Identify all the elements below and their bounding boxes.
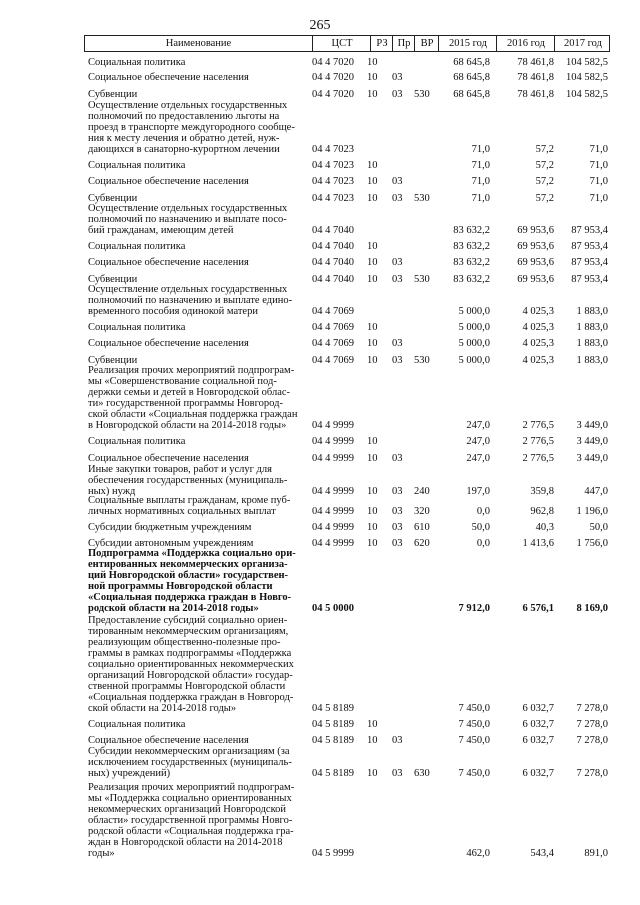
- row-value-2017: 3 449,0: [576, 436, 608, 447]
- row-value-2017: 7 278,0: [576, 703, 608, 714]
- row-value-2015: 83 632,2: [453, 274, 490, 285]
- page-number: 265: [309, 18, 331, 33]
- row-value-2016: 57,2: [535, 193, 554, 204]
- row-cst: 04 4 9999: [312, 538, 354, 549]
- row-pr: 03: [392, 506, 403, 517]
- row-name: Осуществление отдельных государственных полномочий по предоставлению льготы на проезд в транспорте междугородного сообще- ния к месту лечения и обратно детей, нуж- дающихся в санаторно-курортном лечении: [88, 100, 295, 155]
- row-pr: 03: [392, 257, 403, 268]
- row-name: Субвенции: [88, 355, 138, 366]
- row-cst: 04 4 7040: [312, 274, 354, 285]
- row-value-2016: 2 776,5: [522, 436, 554, 447]
- row-value-2016: 2 776,5: [522, 420, 554, 431]
- row-vr: 620: [414, 538, 430, 549]
- row-rz: 10: [367, 241, 378, 252]
- row-cst: 04 4 9999: [312, 436, 354, 447]
- row-name: Социальное обеспечение населения: [88, 453, 249, 464]
- header-vr: ВР: [414, 36, 439, 51]
- row-value-2016: 69 953,6: [517, 274, 554, 285]
- row-value-2017: 1 883,0: [576, 322, 608, 333]
- row-cst: 04 4 7023: [312, 176, 354, 187]
- row-value-2015: 5 000,0: [458, 306, 490, 317]
- row-cst: 04 5 0000: [312, 603, 354, 614]
- row-name: Социальное обеспечение населения: [88, 257, 249, 268]
- row-name: Предоставление субсидий социально ориен- тированным некоммерческим организациям, реализующим общественно-полезные про- граммы в рамках подпрограммы «Поддержка социально ориентированных некоммерческих организаций Новгородской области» государ- ственной программы Новгородской области «Социальная поддержка граждан в Новгород- ской области на 2014-2018 годы»: [88, 615, 294, 714]
- row-value-2016: 57,2: [535, 176, 554, 187]
- row-cst: 04 4 9999: [312, 453, 354, 464]
- row-rz: 10: [367, 89, 378, 100]
- row-name: Социальное обеспечение населения: [88, 735, 249, 746]
- row-cst: 04 4 9999: [312, 486, 354, 497]
- row-value-2017: 1 883,0: [576, 355, 608, 366]
- row-rz: 10: [367, 436, 378, 447]
- row-name: Социальная политика: [88, 160, 186, 171]
- row-pr: 03: [392, 355, 403, 366]
- row-value-2016: 40,3: [535, 522, 554, 533]
- row-cst: 04 5 8189: [312, 768, 354, 779]
- row-value-2015: 71,0: [471, 144, 490, 155]
- row-value-2016: 6 032,7: [522, 719, 554, 730]
- header-cst: ЦСТ: [312, 36, 371, 51]
- row-cst: 04 5 8189: [312, 735, 354, 746]
- row-value-2016: 78 461,8: [517, 72, 554, 83]
- row-value-2015: 83 632,2: [453, 257, 490, 268]
- row-name: Субвенции: [88, 89, 138, 100]
- row-value-2015: 0,0: [476, 506, 490, 517]
- row-value-2015: 7 450,0: [458, 719, 490, 730]
- row-cst: 04 4 7023: [312, 144, 354, 155]
- row-value-2016: 4 025,3: [522, 322, 554, 333]
- row-value-2017: 7 278,0: [576, 768, 608, 779]
- row-pr: 03: [392, 735, 403, 746]
- row-pr: 03: [392, 72, 403, 83]
- row-value-2015: 71,0: [471, 176, 490, 187]
- row-value-2016: 2 776,5: [522, 453, 554, 464]
- row-value-2015: 5 000,0: [458, 322, 490, 333]
- header-name: Наименование: [165, 38, 232, 49]
- row-pr: 03: [392, 486, 403, 497]
- row-value-2015: 462,0: [466, 848, 490, 859]
- row-vr: 320: [414, 506, 430, 517]
- row-value-2015: 7 450,0: [458, 735, 490, 746]
- row-vr: 240: [414, 486, 430, 497]
- row-value-2015: 7 450,0: [458, 703, 490, 714]
- row-name: Реализация прочих мероприятий подпрограм- мы «Поддержка социально ориентированных некоммерческих организаций Новгородской области» государственной программы Новго- родской области «Социальная поддержка гра- ждан в Новгородской области на 2014-2018 годы»: [88, 782, 295, 859]
- row-cst: 04 5 8189: [312, 719, 354, 730]
- row-value-2015: 247,0: [466, 453, 490, 464]
- row-rz: 10: [367, 506, 378, 517]
- row-rz: 10: [367, 257, 378, 268]
- row-vr: 530: [414, 193, 430, 204]
- row-cst: 04 4 7069: [312, 322, 354, 333]
- row-rz: 10: [367, 453, 378, 464]
- row-pr: 03: [392, 768, 403, 779]
- row-rz: 10: [367, 735, 378, 746]
- row-value-2017: 3 449,0: [576, 420, 608, 431]
- row-cst: 04 5 9999: [312, 848, 354, 859]
- row-cst: 04 4 7023: [312, 193, 354, 204]
- row-pr: 03: [392, 274, 403, 285]
- row-value-2017: 104 582,5: [566, 72, 608, 83]
- row-value-2017: 7 278,0: [576, 735, 608, 746]
- row-value-2016: 4 025,3: [522, 355, 554, 366]
- row-value-2015: 83 632,2: [453, 241, 490, 252]
- row-value-2016: 69 953,6: [517, 257, 554, 268]
- row-value-2016: 69 953,6: [517, 241, 554, 252]
- row-rz: 10: [367, 338, 378, 349]
- row-rz: 10: [367, 355, 378, 366]
- row-name: Субвенции: [88, 193, 138, 204]
- row-rz: 10: [367, 538, 378, 549]
- row-value-2017: 87 953,4: [571, 274, 608, 285]
- header-pr: Пр: [392, 36, 415, 51]
- row-rz: 10: [367, 57, 378, 68]
- row-vr: 610: [414, 522, 430, 533]
- row-pr: 03: [392, 89, 403, 100]
- row-cst: 04 4 7069: [312, 355, 354, 366]
- row-value-2015: 71,0: [471, 193, 490, 204]
- row-name: Субсидии автономным учреждениям: [88, 538, 254, 549]
- row-pr: 03: [392, 522, 403, 533]
- row-cst: 04 4 9999: [312, 522, 354, 533]
- row-value-2016: 6 032,7: [522, 703, 554, 714]
- row-name: Подпрограмма «Поддержка социально ори- ентированных некоммерческих организа- ций Новгородской области» государствен- ной программы Новгородской области «Социальная поддержка граждан в Новго- родской области на 2014-2018 годы»: [88, 548, 296, 614]
- row-value-2017: 1 883,0: [576, 338, 608, 349]
- row-cst: 04 4 9999: [312, 420, 354, 431]
- row-value-2016: 4 025,3: [522, 306, 554, 317]
- row-name: Реализация прочих мероприятий подпрограм- мы «Совершенствование социальной под- держки семьи и детей в Новгородской облас- ти» государственной программы Новгород- ской области «Социальная поддержка граждан в Новгородской области на 2014-2018 годы»: [88, 365, 298, 431]
- row-vr: 530: [414, 355, 430, 366]
- row-name: Социальная политика: [88, 436, 186, 447]
- row-value-2015: 0,0: [476, 538, 490, 549]
- row-cst: 04 4 7040: [312, 225, 354, 236]
- row-pr: 03: [392, 338, 403, 349]
- row-value-2016: 6 032,7: [522, 768, 554, 779]
- row-rz: 10: [367, 522, 378, 533]
- row-value-2017: 1 883,0: [576, 306, 608, 317]
- row-value-2016: 359,8: [530, 486, 554, 497]
- row-name: Осуществление отдельных государственных полномочий по назначению и выплате посо- бий гражданам, имеющим детей: [88, 203, 288, 236]
- row-value-2017: 71,0: [589, 144, 608, 155]
- row-cst: 04 5 8189: [312, 703, 354, 714]
- row-cst: 04 4 7069: [312, 306, 354, 317]
- row-value-2017: 71,0: [589, 193, 608, 204]
- row-pr: 03: [392, 538, 403, 549]
- row-value-2016: 6 576,1: [522, 603, 554, 614]
- row-vr: 530: [414, 274, 430, 285]
- row-value-2015: 68 645,8: [453, 89, 490, 100]
- header-rz: РЗ: [370, 36, 393, 51]
- row-value-2015: 7 450,0: [458, 768, 490, 779]
- row-value-2016: 78 461,8: [517, 89, 554, 100]
- row-value-2015: 5 000,0: [458, 338, 490, 349]
- row-name: Осуществление отдельных государственных полномочий по назначению и выплате едино- временного пособия одинокой матери: [88, 284, 293, 317]
- row-name: Субсидии некоммерческим организациям (за исключением государственных (муниципаль- ных) учреждений): [88, 746, 292, 779]
- row-value-2015: 68 645,8: [453, 72, 490, 83]
- row-value-2016: 57,2: [535, 144, 554, 155]
- row-value-2016: 543,4: [530, 848, 554, 859]
- row-value-2016: 962,8: [530, 506, 554, 517]
- row-name: Социальная политика: [88, 322, 186, 333]
- row-value-2016: 57,2: [535, 160, 554, 171]
- row-rz: 10: [367, 193, 378, 204]
- row-value-2016: 69 953,6: [517, 225, 554, 236]
- row-value-2015: 247,0: [466, 436, 490, 447]
- row-name: Социальное обеспечение населения: [88, 176, 249, 187]
- row-name: Социальная политика: [88, 57, 186, 68]
- header-2015: 2015 год: [438, 36, 497, 51]
- row-value-2017: 1 756,0: [576, 538, 608, 549]
- row-value-2017: 87 953,4: [571, 241, 608, 252]
- row-name: Субвенции: [88, 274, 138, 285]
- row-rz: 10: [367, 72, 378, 83]
- row-value-2017: 104 582,5: [566, 57, 608, 68]
- row-pr: 03: [392, 176, 403, 187]
- row-value-2015: 5 000,0: [458, 355, 490, 366]
- row-cst: 04 4 7040: [312, 241, 354, 252]
- row-value-2016: 4 025,3: [522, 338, 554, 349]
- row-cst: 04 4 7020: [312, 89, 354, 100]
- row-value-2016: 6 032,7: [522, 735, 554, 746]
- row-cst: 04 4 7020: [312, 72, 354, 83]
- row-rz: 10: [367, 322, 378, 333]
- row-value-2017: 8 169,0: [576, 603, 608, 614]
- row-value-2017: 50,0: [589, 522, 608, 533]
- row-value-2015: 247,0: [466, 420, 490, 431]
- row-value-2017: 104 582,5: [566, 89, 608, 100]
- row-rz: 10: [367, 274, 378, 285]
- row-cst: 04 4 7023: [312, 160, 354, 171]
- row-value-2017: 87 953,4: [571, 225, 608, 236]
- header-2016: 2016 год: [496, 36, 555, 51]
- row-name: Социальные выплаты гражданам, кроме пуб- личных нормативных социальных выплат: [88, 495, 291, 517]
- row-rz: 10: [367, 486, 378, 497]
- row-value-2015: 71,0: [471, 160, 490, 171]
- row-value-2015: 7 912,0: [458, 603, 490, 614]
- row-value-2015: 50,0: [471, 522, 490, 533]
- row-value-2017: 71,0: [589, 160, 608, 171]
- row-cst: 04 4 7069: [312, 338, 354, 349]
- row-pr: 03: [392, 453, 403, 464]
- row-value-2017: 891,0: [584, 848, 608, 859]
- row-name: Субсидии бюджетным учреждениям: [88, 522, 252, 533]
- row-value-2017: 3 449,0: [576, 453, 608, 464]
- row-rz: 10: [367, 176, 378, 187]
- row-name: Социальное обеспечение населения: [88, 72, 249, 83]
- row-value-2015: 83 632,2: [453, 225, 490, 236]
- row-rz: 10: [367, 719, 378, 730]
- row-value-2017: 71,0: [589, 176, 608, 187]
- row-value-2017: 1 196,0: [576, 506, 608, 517]
- row-vr: 630: [414, 768, 430, 779]
- header-2017: 2017 год: [554, 36, 611, 51]
- row-cst: 04 4 7020: [312, 57, 354, 68]
- row-value-2016: 1 413,6: [522, 538, 554, 549]
- row-value-2015: 68 645,8: [453, 57, 490, 68]
- row-value-2015: 197,0: [466, 486, 490, 497]
- row-cst: 04 4 7040: [312, 257, 354, 268]
- row-name: Социальное обеспечение населения: [88, 338, 249, 349]
- row-rz: 10: [367, 768, 378, 779]
- row-value-2017: 447,0: [584, 486, 608, 497]
- row-cst: 04 4 9999: [312, 506, 354, 517]
- row-name: Иные закупки товаров, работ и услуг для обеспечения государственных (муниципаль- ных) нужд: [88, 464, 288, 497]
- row-vr: 530: [414, 89, 430, 100]
- row-rz: 10: [367, 160, 378, 171]
- row-name: Социальная политика: [88, 241, 186, 252]
- row-value-2016: 78 461,8: [517, 57, 554, 68]
- row-name: Социальная политика: [88, 719, 186, 730]
- row-value-2017: 87 953,4: [571, 257, 608, 268]
- row-value-2017: 7 278,0: [576, 719, 608, 730]
- row-pr: 03: [392, 193, 403, 204]
